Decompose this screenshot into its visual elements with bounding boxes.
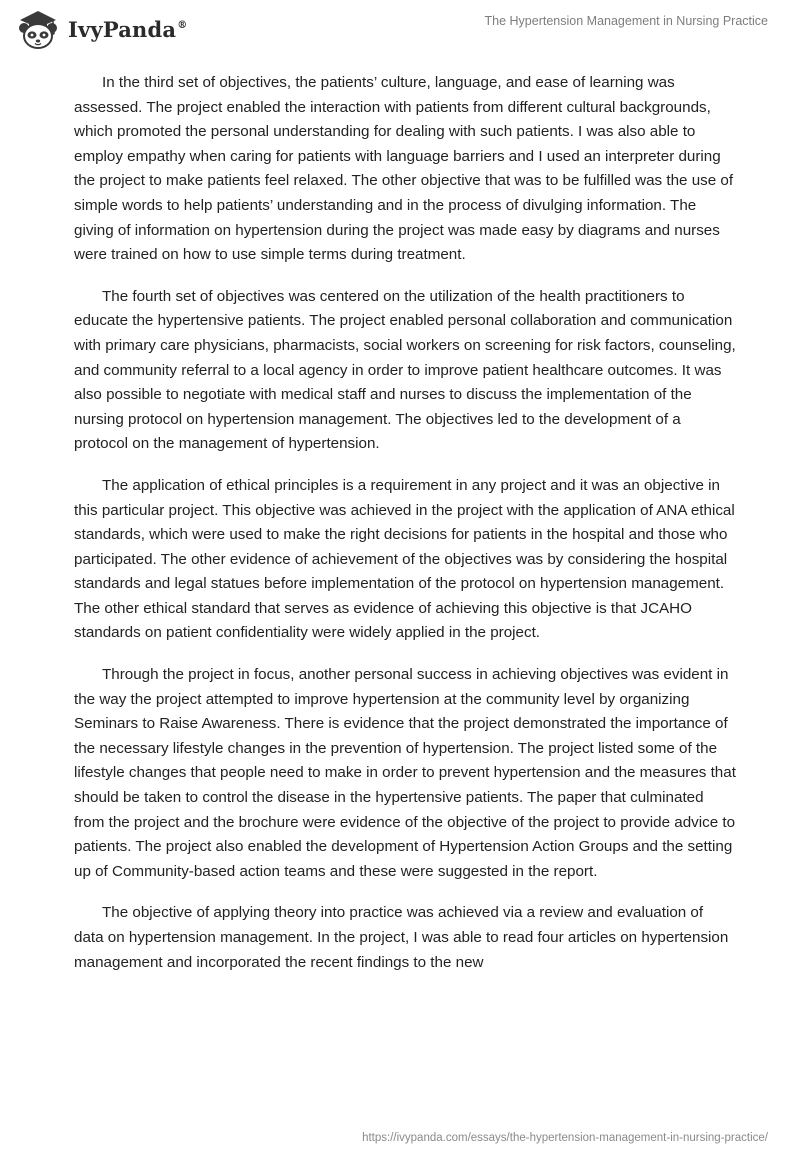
paragraph: Through the project in focus, another personal success in achieving objectives was evident in the way the project attempted to improve hypertension at the community level by organizing Seminars to Raise Awareness. There is evidence that the project demonstrated the importance of the necessary lifestyle changes in the prevention of hypertension. The project listed some of the lifestyle changes that people need to make in order to prevent hypertension and the measures that should be taken to control the disease in the hypertensive patients. The paper that culminated from the project and the brochure were evidence of the objective of the project to provide advice to patients. The project also enabled the development of Hypertension Action Groups and the setting up of Community-based action teams and these were suggested in the report.	[74, 666, 736, 880]
paragraph: The objective of applying theory into practice was achieved via a review and evaluation of data on hypertension management. In the project, I was able to read four articles on hypertension management and incorporated the recent findings to the new	[74, 904, 729, 971]
brand-name: IvyPanda®	[68, 16, 188, 42]
paragraph: The fourth set of objectives was centered on the utilization of the health practitioners to educate the hypertensive patients. The project enabled personal collaboration and communication with primary care physicians, pharmacists, social workers on screening for risk factors, counseling, and community referral to a local agency in order to improve patient healthcare outcomes. It was also possible to negotiate with medical staff and nurses to discuss the implementation of the nursing protocol on hypertension management. The objectives led to the development of a protocol on the management of hypertension.	[74, 287, 736, 453]
document-title: The Hypertension Management in Nursing Practice	[484, 14, 768, 28]
page-header	[0, 0, 800, 64]
source-url-link[interactable]: https://ivypanda.com/essays/the-hypertension-management-in-nursing-practice/	[362, 1132, 768, 1144]
brand-logo[interactable]	[14, 8, 187, 50]
paragraph: The application of ethical principles is a requirement in any project and it was an objective in this particular project. This objective was achieved in the project with the application of ANA ethical standards, which were used to make the right decisions for patients in the hospital and those who participated. The other evidence of achievement of the objectives was by considering the hospital standards and legal statues before implementation of the protocol on hypertension management. The other ethical standard that serves as evidence of achieving this objective is that JCAHO standards on patient confidentiality were widely applied in the project.	[74, 476, 735, 642]
paragraph: In the third set of objectives, the patients’ culture, language, and ease of learning was assessed. The project enabled the interaction with patients from different cultural backgrounds, which promoted the personal understanding for dealing with such patients. I was also able to employ empathy when caring for patients with language barriers and I used an interpreter during the project to make patients feel relaxed. The other objective that was to be fulfilled was the use of simple words to help patients’ understanding and in the process of divulging information. The giving of information on hypertension during the project was made easy by diagrams and nurses were trained on how to use simple terms during treatment.	[74, 74, 734, 264]
essay-body	[74, 71, 736, 992]
panda-graduate-icon	[14, 8, 62, 50]
